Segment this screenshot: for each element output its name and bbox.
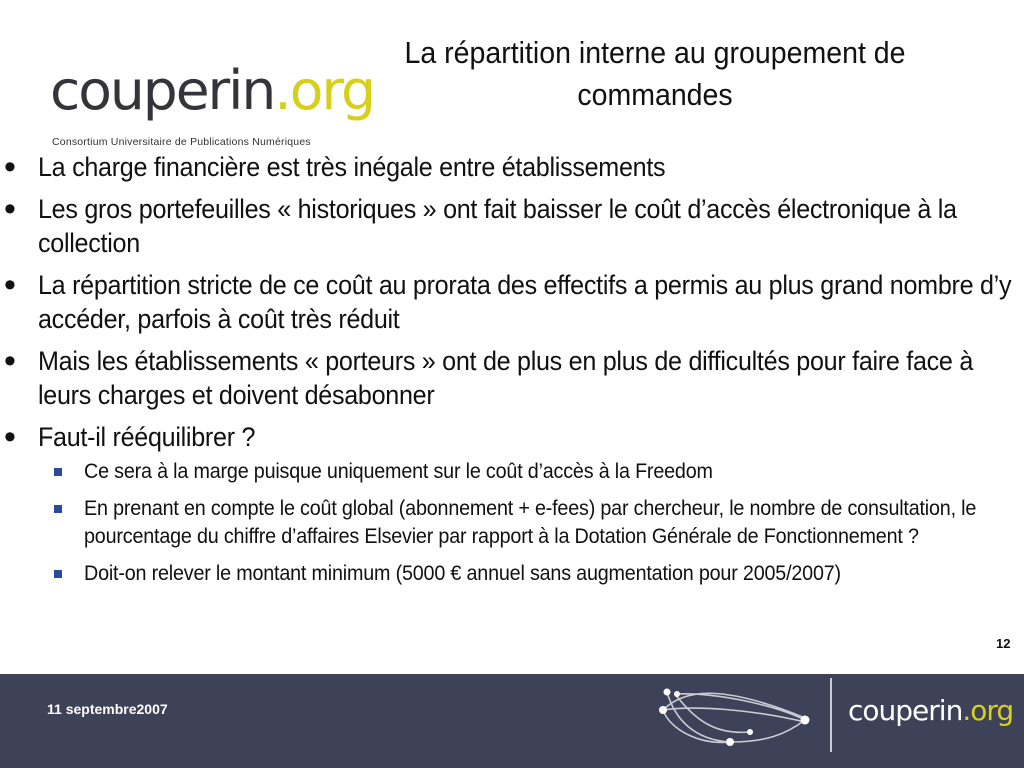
- square-bullet-icon: [54, 505, 62, 513]
- bullet-item: [0, 268, 1024, 336]
- couperin-logo: [50, 59, 374, 154]
- footer-logo-accent: .org: [962, 694, 1014, 727]
- bullet-dot-icon: •: [4, 266, 16, 304]
- network-graphic-icon: [655, 680, 825, 750]
- bullet-text: Mais les établissements « porteurs » ont de plus en plus de difficultés pour faire face à leurs charges et doivent désabonner: [38, 346, 974, 410]
- logo-wordmark-accent: .org: [274, 59, 374, 122]
- square-bullet-icon: [54, 570, 62, 578]
- slide-title: La répartition interne au groupement de commandes: [404, 35, 906, 112]
- bullet-text: La répartition stricte de ce coût au prorata des effectifs a permis au plus grand nombre d’y accéder, parfois à coût très réduit: [38, 270, 1012, 334]
- bullet-item: [0, 344, 1024, 412]
- sub-bullet-text: Ce sera à la marge puisque uniquement sur le coût d’accès à la Freedom: [84, 460, 713, 483]
- page-number: 12: [996, 636, 1011, 651]
- footer-logo-main: couperin: [848, 694, 963, 727]
- bullet-dot-icon: •: [4, 342, 16, 380]
- logo-tagline: Consortium Universitaire de Publications Numériques: [52, 136, 311, 148]
- footer-bar: [0, 674, 1024, 768]
- footer-couperin-logo: [848, 694, 1013, 727]
- sub-bullet-item: [0, 560, 1024, 588]
- bullet-text: Les gros portefeuilles « historiques » ont fait baisser le coût d’accès électronique à la collection: [38, 194, 957, 258]
- sub-bullet-text: En prenant en compte le coût global (abonnement + e-fees) par chercheur, le nombre de consultation, le pourcentage du chiffre d’affaires Elsevier par rapport à la Dotation Générale de Fonctionnement ?: [84, 497, 977, 548]
- bullet-dot-icon: •: [4, 190, 16, 228]
- bullet-text: La charge financière est très inégale entre établissements: [38, 152, 666, 182]
- logo-wordmark-main: couperin: [50, 59, 275, 122]
- square-bullet-icon: [54, 468, 62, 476]
- bullet-dot-icon: •: [4, 418, 16, 456]
- footer-date: 11 septembre2007: [47, 701, 168, 717]
- footer-divider: [830, 678, 832, 752]
- slide-body: [0, 150, 1024, 597]
- sub-bullet-item: [0, 458, 1024, 486]
- bullet-item: [0, 150, 1024, 184]
- bullet-item: [0, 420, 1024, 454]
- logo-wordmark: [50, 59, 374, 122]
- bullet-item: [0, 192, 1024, 260]
- sub-bullet-item: [0, 495, 1024, 551]
- bullet-dot-icon: •: [4, 148, 16, 186]
- bullet-text: Faut-il rééquilibrer ?: [38, 422, 256, 452]
- sub-bullet-text: Doit-on relever le montant minimum (5000 € annuel sans augmentation pour 2005/2007): [84, 562, 841, 585]
